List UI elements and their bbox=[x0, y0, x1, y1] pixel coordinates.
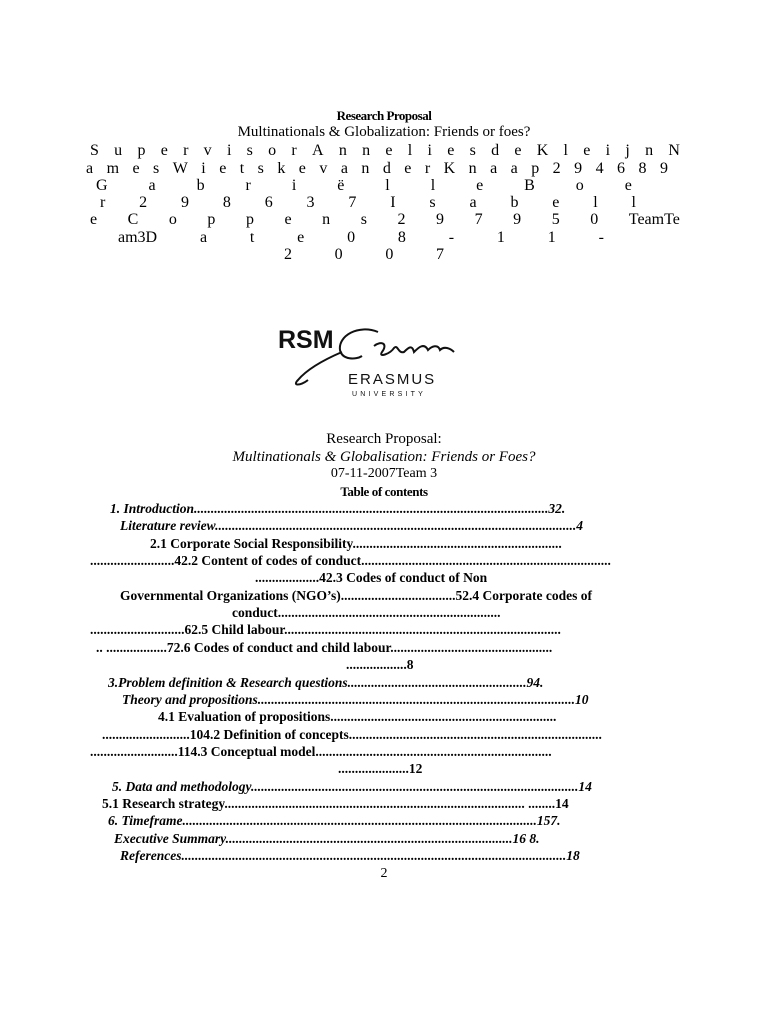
spread-char: l bbox=[385, 177, 390, 194]
spread-char: 0 bbox=[347, 229, 356, 246]
spread-char: 7 bbox=[474, 211, 483, 228]
spread-char: - bbox=[598, 229, 604, 246]
spread-line-3 bbox=[96, 177, 632, 195]
spread-char: 2 bbox=[139, 194, 148, 211]
spread-char: i bbox=[291, 177, 297, 194]
spread-char: l bbox=[593, 194, 598, 211]
spread-char: 9 bbox=[181, 194, 190, 211]
spread-char: 8 bbox=[222, 194, 231, 211]
spread-char: 6 bbox=[617, 160, 626, 177]
spread-char: 0 bbox=[385, 246, 394, 263]
spread-char: d bbox=[491, 142, 500, 159]
spread-char: n bbox=[361, 160, 370, 177]
spread-char: p bbox=[531, 160, 540, 177]
document-title: Research Proposal bbox=[336, 108, 432, 123]
spread-char: e bbox=[514, 142, 522, 159]
spread-char: ë bbox=[337, 177, 345, 194]
toc-line: Governmental Organizations (NGO’s)..................................52.4 Corporate codes of bbox=[120, 588, 592, 603]
spread-char: I bbox=[390, 194, 396, 211]
spread-char: a bbox=[490, 160, 498, 177]
spread-char: s bbox=[360, 211, 367, 228]
spread-char: 3 bbox=[306, 194, 315, 211]
spread-char: r bbox=[183, 142, 189, 159]
spread-char: o bbox=[168, 211, 177, 228]
spread-char: C bbox=[127, 211, 139, 228]
spread-char: s bbox=[469, 142, 476, 159]
spread-char: W bbox=[172, 160, 188, 177]
spread-char: n bbox=[322, 211, 331, 228]
logo-rsm-text: RSM bbox=[278, 326, 334, 354]
spread-char: 9 bbox=[574, 160, 583, 177]
spread-char: n bbox=[645, 142, 654, 159]
spread-char: o bbox=[268, 142, 277, 159]
spread-line-6 bbox=[118, 229, 604, 247]
spread-char: l bbox=[430, 177, 436, 194]
spread-char: 6 bbox=[264, 194, 273, 211]
page-number: 2 bbox=[380, 866, 388, 881]
spread-char: p bbox=[137, 142, 146, 159]
spread-char: o bbox=[575, 177, 584, 194]
spread-line-1 bbox=[90, 142, 680, 160]
spread-char: i bbox=[605, 142, 611, 159]
spread-char: l bbox=[407, 142, 413, 159]
toc-line: 5. Data and methodology.................................................................................................14 bbox=[112, 779, 592, 794]
spread-char: t bbox=[239, 160, 245, 177]
spread-char: 2 bbox=[284, 246, 292, 263]
spread-char: 0 bbox=[334, 246, 343, 263]
toc-line: 3.Problem definition & Research questions.....................................................94. bbox=[108, 675, 544, 690]
spread-char: e bbox=[298, 160, 306, 177]
toc-line: conduct.................................................................. bbox=[232, 605, 501, 620]
spread-line-4 bbox=[100, 194, 636, 212]
spread-char: i bbox=[226, 142, 232, 159]
spread-char: u bbox=[114, 142, 123, 159]
rsm-erasmus-logo bbox=[278, 322, 468, 404]
spread-char: s bbox=[153, 160, 160, 177]
spread-char: 2 bbox=[552, 160, 561, 177]
spread-char: n bbox=[362, 142, 371, 159]
spread-char: r bbox=[245, 177, 251, 194]
spread-char: s bbox=[429, 194, 436, 211]
spread-line-2 bbox=[86, 160, 668, 178]
spread-char: am3D bbox=[118, 229, 158, 246]
cover-subtitle: Multinationals & Globalisation: Friends or Foes? bbox=[232, 449, 536, 465]
spread-char: t bbox=[249, 229, 255, 246]
document-subtitle: Multinationals & Globalization: Friends or foes? bbox=[237, 124, 531, 140]
spread-char: r bbox=[291, 142, 297, 159]
spread-char: 0 bbox=[590, 211, 599, 228]
toc-line: 4.1 Evaluation of propositions................................................................... bbox=[158, 709, 557, 724]
spread-char: s bbox=[257, 160, 264, 177]
spread-char: i bbox=[201, 160, 206, 177]
spread-char: G bbox=[96, 177, 108, 194]
spread-char: v bbox=[319, 160, 328, 177]
toc-line: ..........................114.3 Conceptual model...................................................................... bbox=[90, 744, 552, 759]
cover-title: Research Proposal: bbox=[326, 431, 442, 447]
spread-char: N bbox=[668, 142, 680, 159]
toc-line: .........................42.2 Content of codes of conduct.......................................................................... bbox=[90, 553, 611, 568]
toc-line: ..........................104.2 Definition of concepts........................................................................... bbox=[102, 727, 602, 742]
spread-char: 1 bbox=[496, 229, 505, 246]
spread-char: TeamTe bbox=[628, 211, 680, 228]
toc-line: ............................62.5 Child labour.................................................................................. bbox=[90, 622, 561, 637]
toc-line: Literature review...........................................................................................................4 bbox=[120, 518, 583, 533]
spread-char: e bbox=[160, 142, 168, 159]
spread-char: p bbox=[207, 211, 216, 228]
spread-char: K bbox=[443, 160, 456, 177]
spread-char: 4 bbox=[595, 160, 604, 177]
spread-char: n bbox=[338, 142, 347, 159]
toc-line: 1. Introduction.........................................................................................................32. bbox=[110, 501, 566, 516]
spread-char: r bbox=[424, 160, 431, 177]
spread-char: e bbox=[90, 211, 98, 228]
spread-char: 9 bbox=[436, 211, 445, 228]
spread-char: a bbox=[148, 177, 156, 194]
spread-char: S bbox=[90, 142, 99, 159]
logo-university-text: UNIVERSITY bbox=[352, 391, 427, 398]
spread-char: e bbox=[385, 142, 393, 159]
spread-char: m bbox=[106, 160, 120, 177]
spread-char: a bbox=[340, 160, 348, 177]
spread-char: j bbox=[625, 142, 630, 159]
spread-char: 8 bbox=[638, 160, 647, 177]
spread-char: 2 bbox=[397, 211, 406, 228]
spread-char: e bbox=[552, 194, 560, 211]
spread-char: a bbox=[469, 194, 477, 211]
spread-char: p bbox=[245, 211, 254, 228]
spread-char: e bbox=[447, 142, 455, 159]
spread-char: A bbox=[312, 142, 324, 159]
spread-char: e bbox=[476, 177, 484, 194]
spread-char: e bbox=[583, 142, 591, 159]
spread-char: e bbox=[624, 177, 632, 194]
logo-erasmus-text: ERASMUS bbox=[348, 371, 437, 388]
toc-line: .....................12 bbox=[338, 761, 423, 776]
spread-char: 1 bbox=[547, 229, 556, 246]
toc-line: ..................8 bbox=[346, 657, 414, 672]
spread-char: a bbox=[86, 160, 94, 177]
spread-char: l bbox=[563, 142, 568, 159]
spread-char: 7 bbox=[435, 246, 444, 263]
toc-heading: Table of contents bbox=[340, 484, 428, 499]
toc-line: References..................................................................................................................18 bbox=[120, 848, 580, 863]
toc-line: .. ..................72.6 Codes of conduct and child labour................................................ bbox=[96, 640, 553, 655]
spread-char: 9 bbox=[659, 160, 668, 177]
toc-line: ...................42.3 Codes of conduct of Non bbox=[255, 570, 488, 585]
spread-line-7 bbox=[284, 246, 444, 264]
spread-line-5 bbox=[90, 211, 680, 229]
spread-char: 8 bbox=[397, 229, 406, 246]
spread-char: 9 bbox=[513, 211, 522, 228]
spread-char: - bbox=[448, 229, 455, 246]
spread-char: i bbox=[427, 142, 432, 159]
toc-line: 2.1 Corporate Social Responsibility.............................................................. bbox=[150, 536, 562, 551]
spread-char: v bbox=[203, 142, 212, 159]
spread-char: d bbox=[382, 160, 391, 177]
cover-date-team: 07-11-2007Team 3 bbox=[330, 466, 438, 481]
spread-char: l bbox=[631, 194, 636, 211]
spread-char: n bbox=[468, 160, 477, 177]
spread-char: B bbox=[524, 177, 535, 194]
spread-char: e bbox=[132, 160, 140, 177]
toc-line: Theory and propositions..............................................................................................10 bbox=[122, 692, 589, 707]
spread-char: s bbox=[246, 142, 253, 159]
spread-char: K bbox=[536, 142, 549, 159]
toc-line: 5.1 Research strategy......................................................................................... ........14 bbox=[102, 796, 569, 811]
spread-char: k bbox=[277, 160, 286, 177]
spread-char: b bbox=[196, 177, 205, 194]
spread-char: 5 bbox=[551, 211, 560, 228]
spread-char: a bbox=[199, 229, 208, 246]
spread-char: b bbox=[510, 194, 519, 211]
spread-char: e bbox=[297, 229, 305, 246]
toc-line: Executive Summary.....................................................................................16 8. bbox=[114, 831, 540, 846]
spread-char: e bbox=[284, 211, 292, 228]
spread-char: r bbox=[100, 194, 106, 211]
spread-char: e bbox=[404, 160, 412, 177]
toc-line: 6. Timeframe.........................................................................................................157. bbox=[108, 813, 561, 828]
spread-char: 7 bbox=[348, 194, 357, 211]
spread-char: e bbox=[219, 160, 227, 177]
spread-char: a bbox=[510, 160, 518, 177]
